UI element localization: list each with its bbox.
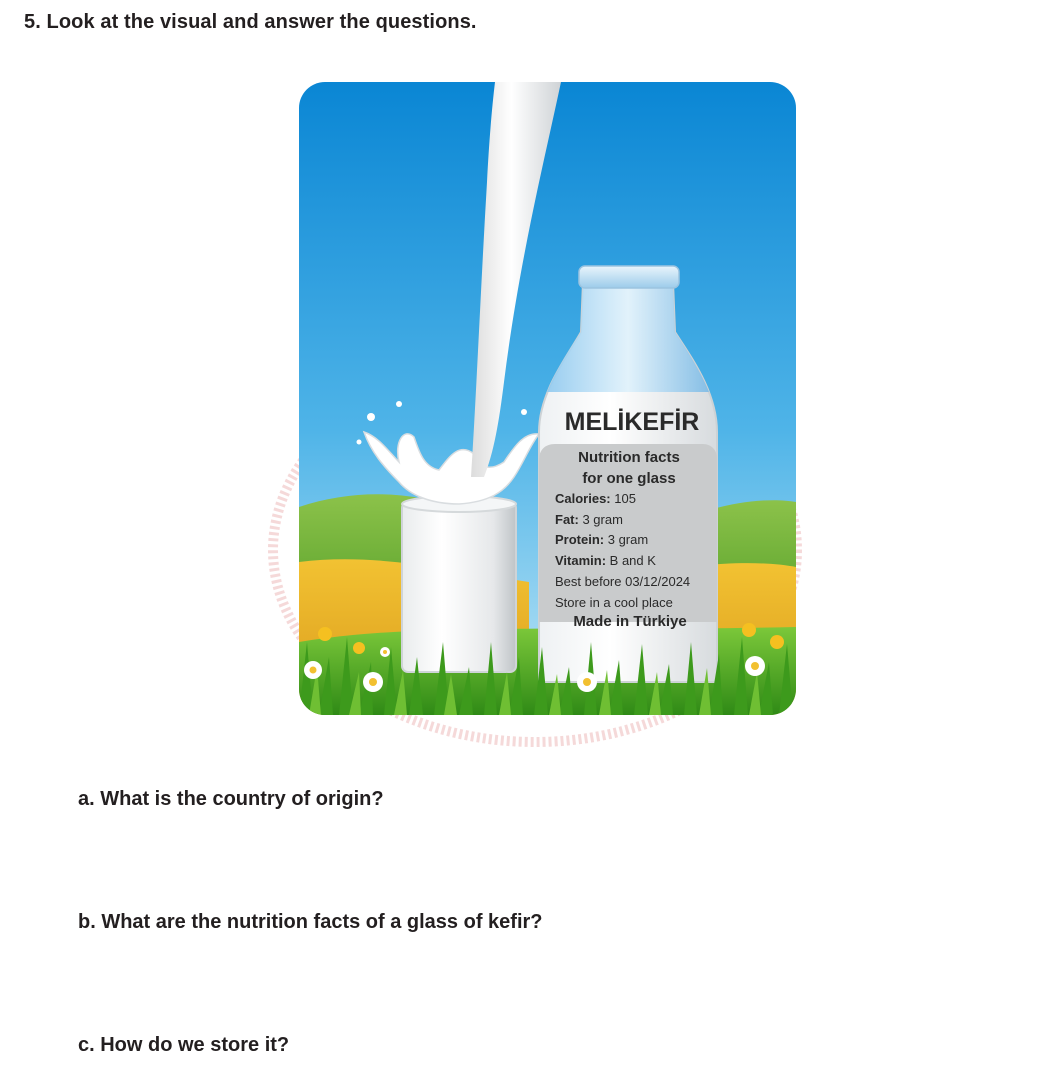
storage-instruction: Store in a cool place [555,595,673,610]
brand-name: MELİKEFİR [564,408,700,436]
fact-protein [555,532,648,547]
fact-fat-value: 3 gram [578,512,623,527]
fact-protein-key: Protein: [555,532,605,547]
fact-fat [555,512,623,527]
kefir-illustration [299,82,796,715]
fact-vitamin-value: B and K [606,553,656,568]
nutrition-title-line1: Nutrition facts [578,449,680,466]
question-c: c. How do we store it? [78,1034,290,1056]
question-b: b. What are the nutrition facts of a glass of kefir? [78,911,543,933]
fact-fat-key: Fat: [555,512,579,527]
fact-vitamin-key: Vitamin: [555,553,607,568]
question-a: a. What is the country of origin? [78,788,384,810]
fact-calories-value: 105 [610,491,636,506]
fact-calories-key: Calories: [555,491,611,506]
country-of-origin: Made in Türkiye [573,613,687,630]
fact-protein-value: 3 gram [604,532,649,547]
best-before: Best before 03/12/2024 [555,574,691,589]
exercise-heading: 5. Look at the visual and answer the questions. [24,11,477,33]
fact-calories [555,491,636,506]
nutrition-title-line2: for one glass [582,470,676,487]
fact-vitamin [555,553,656,568]
